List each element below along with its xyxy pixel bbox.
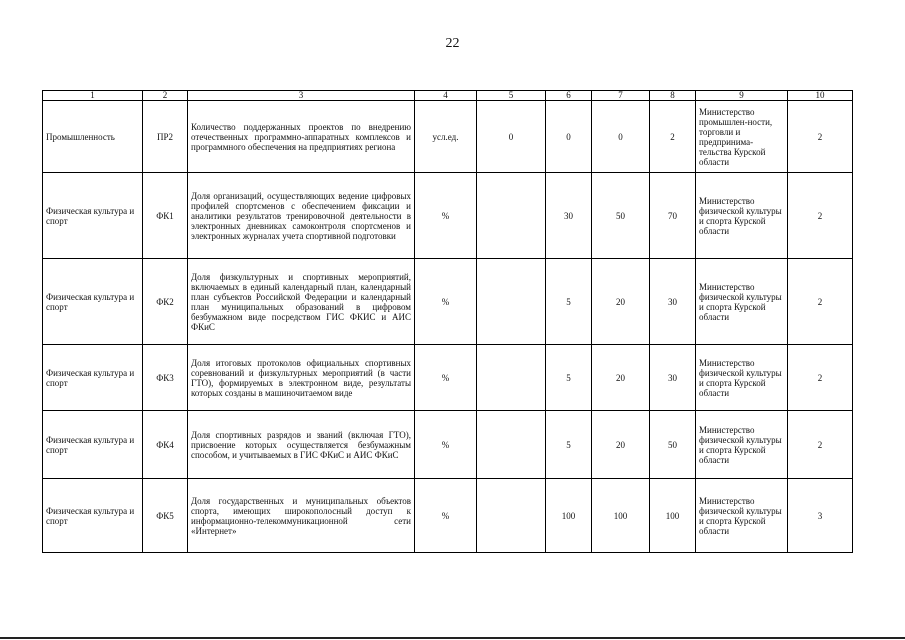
value-cell: 2 bbox=[788, 345, 853, 411]
value-cell: 50 bbox=[592, 173, 650, 259]
column-number: 5 bbox=[477, 91, 546, 101]
unit-cell: % bbox=[415, 259, 477, 345]
unit-cell: усл.ед. bbox=[415, 101, 477, 173]
table-row bbox=[43, 101, 853, 173]
area-cell: Физическая культура и спорт bbox=[43, 173, 143, 259]
description-cell: Доля организаций, осуществляющих ведение цифровых профилей спортсменов с обеспечением фиксации и аналитики результатов тренировочной деятельности в электронных дневниках самоконтроля спортсменов и электронных журналах учета спортивной подготовки bbox=[188, 173, 415, 259]
value-cell: 2 bbox=[650, 101, 696, 173]
value-cell bbox=[477, 345, 546, 411]
column-number: 6 bbox=[546, 91, 592, 101]
description-cell: Доля государственных и муниципальных объектов спорта, имеющих широкополосный доступ к информационно-телекоммуникационной сети «Интернет» bbox=[188, 479, 415, 553]
column-number: 4 bbox=[415, 91, 477, 101]
table-row bbox=[43, 259, 853, 345]
value-cell: 70 bbox=[650, 173, 696, 259]
value-cell: 50 bbox=[650, 411, 696, 479]
value-cell: 0 bbox=[477, 101, 546, 173]
description-cell: Доля спортивных разрядов и званий (включая ГТО), присвоение которых осуществляется безбумажным способом, и учитываемых в ГИС ФКиС и АИС ФКиС bbox=[188, 411, 415, 479]
value-cell bbox=[477, 259, 546, 345]
value-cell: 5 bbox=[546, 345, 592, 411]
column-number: 2 bbox=[143, 91, 188, 101]
code-cell: ФК4 bbox=[143, 411, 188, 479]
responsible-cell: Министерство физической культуры и спорта Курской области bbox=[696, 411, 788, 479]
value-cell bbox=[477, 479, 546, 553]
unit-cell: % bbox=[415, 173, 477, 259]
value-cell: 20 bbox=[592, 259, 650, 345]
area-cell: Промышленность bbox=[43, 101, 143, 173]
value-cell: 5 bbox=[546, 259, 592, 345]
value-cell: 5 bbox=[546, 411, 592, 479]
value-cell: 30 bbox=[650, 345, 696, 411]
code-cell: ФК2 bbox=[143, 259, 188, 345]
value-cell: 100 bbox=[592, 479, 650, 553]
value-cell: 2 bbox=[788, 173, 853, 259]
page-number: 22 bbox=[445, 36, 460, 51]
value-cell: 20 bbox=[592, 345, 650, 411]
value-cell: 100 bbox=[546, 479, 592, 553]
value-cell: 0 bbox=[546, 101, 592, 173]
value-cell: 0 bbox=[592, 101, 650, 173]
responsible-cell: Министерство физической культуры и спорта Курской области bbox=[696, 479, 788, 553]
table-row bbox=[43, 411, 853, 479]
table-row bbox=[43, 345, 853, 411]
description-cell: Количество поддержанных проектов по внедрению отечественных программно-аппаратных комплексов и программного обеспечения на предприятиях региона bbox=[188, 101, 415, 173]
column-number: 8 bbox=[650, 91, 696, 101]
unit-cell: % bbox=[415, 479, 477, 553]
column-number: 9 bbox=[696, 91, 788, 101]
responsible-cell: Министерство физической культуры и спорта Курской области bbox=[696, 173, 788, 259]
value-cell bbox=[477, 173, 546, 259]
area-cell: Физическая культура и спорт bbox=[43, 259, 143, 345]
area-cell: Физическая культура и спорт bbox=[43, 345, 143, 411]
description-cell: Доля итоговых протоколов официальных спортивных соревнований и физкультурных мероприятий (в части ГТО), формируемых в электронном виде, результаты которых созданы в машиночитаемом виде bbox=[188, 345, 415, 411]
unit-cell: % bbox=[415, 345, 477, 411]
code-cell: ФК1 bbox=[143, 173, 188, 259]
unit-cell: % bbox=[415, 411, 477, 479]
indicators-table bbox=[42, 90, 853, 553]
value-cell: 100 bbox=[650, 479, 696, 553]
responsible-cell: Министерство физической культуры и спорта Курской области bbox=[696, 259, 788, 345]
page-edge-line bbox=[0, 637, 905, 639]
table-row bbox=[43, 479, 853, 553]
table-row bbox=[43, 173, 853, 259]
code-cell: ПР2 bbox=[143, 101, 188, 173]
value-cell: 30 bbox=[546, 173, 592, 259]
area-cell: Физическая культура и спорт bbox=[43, 411, 143, 479]
area-cell: Физическая культура и спорт bbox=[43, 479, 143, 553]
column-number: 10 bbox=[788, 91, 853, 101]
column-number: 7 bbox=[592, 91, 650, 101]
responsible-cell: Министерство промышлен-ности, торговли и предпринима-тельства Курской области bbox=[696, 101, 788, 173]
value-cell bbox=[477, 411, 546, 479]
column-number-row bbox=[43, 91, 853, 101]
value-cell: 3 bbox=[788, 479, 853, 553]
responsible-cell: Министерство физической культуры и спорта Курской области bbox=[696, 345, 788, 411]
value-cell: 20 bbox=[592, 411, 650, 479]
code-cell: ФК3 bbox=[143, 345, 188, 411]
column-number: 3 bbox=[188, 91, 415, 101]
column-number: 1 bbox=[43, 91, 143, 101]
value-cell: 30 bbox=[650, 259, 696, 345]
value-cell: 2 bbox=[788, 411, 853, 479]
value-cell: 2 bbox=[788, 101, 853, 173]
code-cell: ФК5 bbox=[143, 479, 188, 553]
value-cell: 2 bbox=[788, 259, 853, 345]
description-cell: Доля физкультурных и спортивных мероприятий, включаемых в единый календарный план, календарный план субъектов Российской Федерации и календарный план муниципальных образований в цифровом безбумажном виде посредством ГИС ФКИС и АИС ФКиС bbox=[188, 259, 415, 345]
